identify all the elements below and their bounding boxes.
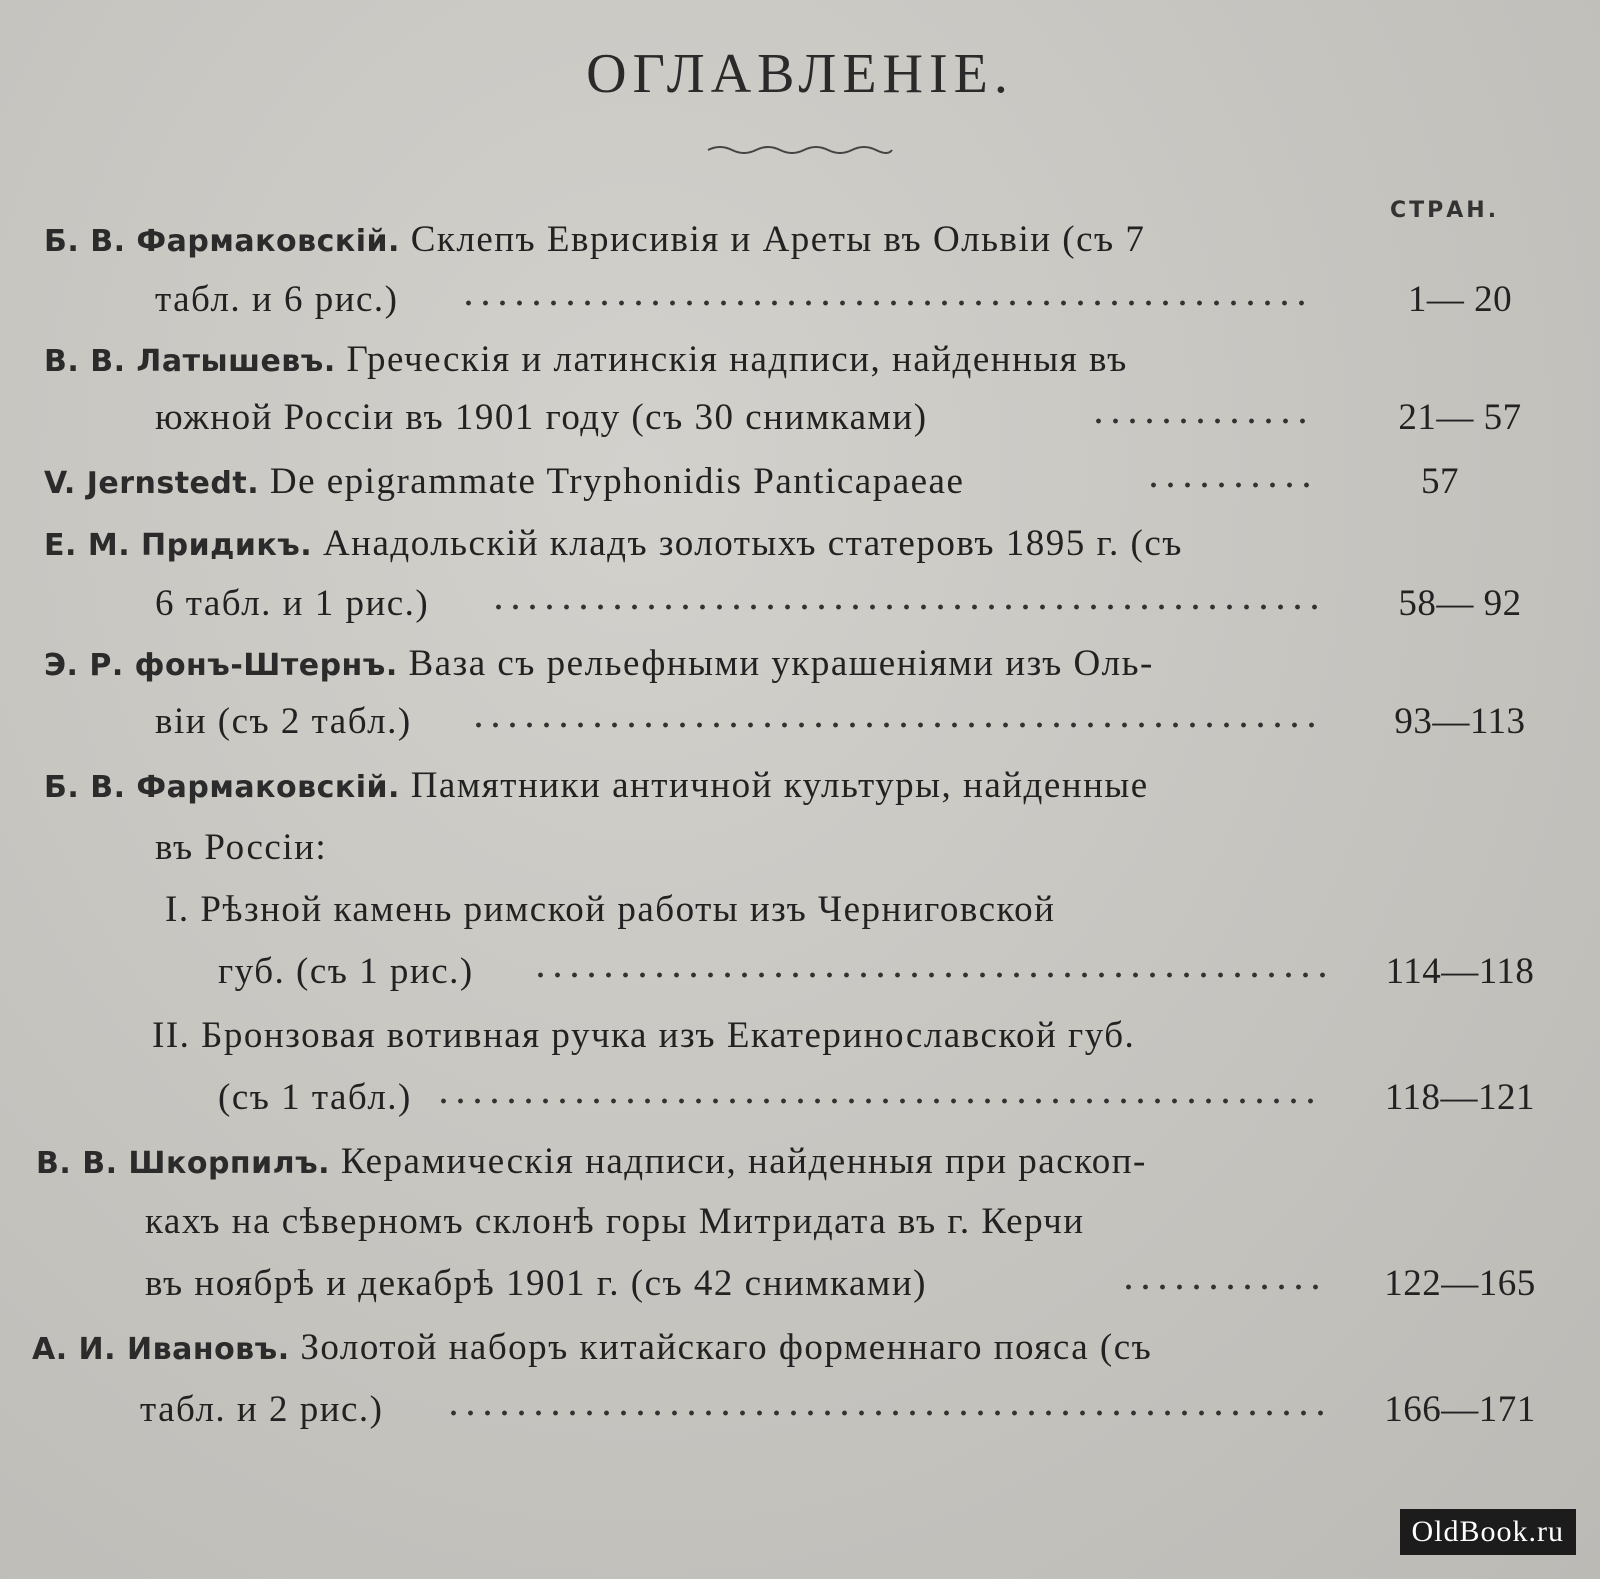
entry-pages: 122—165 xyxy=(1384,1263,1536,1304)
toc-entry-6-line-1 xyxy=(0,760,1600,820)
entry-title-continued: кахъ на сѣверномъ склонѣ горы Митридата въ г. Керчи xyxy=(145,1201,1085,1242)
entry-title: Греческія и латинскія надписи, найденныя въ xyxy=(346,339,1128,380)
entry-pages: 57 xyxy=(1421,461,1459,502)
entry-title-continued: южной Россіи въ 1901 году (съ 30 снимками) xyxy=(155,397,928,438)
toc-entry-7-line-2 xyxy=(0,1196,1600,1256)
entry-pages: 21— 57 xyxy=(1398,397,1522,438)
leader-dots xyxy=(532,972,1332,978)
leader-dots xyxy=(470,722,1320,728)
entry-title: Бронзовая вотивная ручка изъ Екатеринославской губ. xyxy=(201,1015,1136,1056)
leader-dots xyxy=(445,1410,1325,1416)
title-ornament xyxy=(700,140,900,160)
entry-title-continued: въ Россіи: xyxy=(155,827,328,868)
toc-entry-4-line-1 xyxy=(0,518,1600,578)
entry-title-continued: табл. и 6 рис.) xyxy=(155,279,399,320)
toc-subentry-1-line-1 xyxy=(0,884,1600,944)
entry-title-continued: табл. и 2 рис.) xyxy=(140,1389,384,1430)
toc-entry-2-line-2 xyxy=(0,392,1600,452)
entry-pages: 166—171 xyxy=(1384,1389,1536,1430)
toc-entry-4-line-2 xyxy=(0,578,1600,638)
entry-author: В. В. Латышевъ. xyxy=(44,344,336,379)
entry-author: Б. В. Фармаковскій. xyxy=(44,224,400,259)
entry-title-continued: въ ноябрѣ и декабрѣ 1901 г. (съ 42 снимками) xyxy=(145,1263,927,1304)
toc-subentry-2-line-1 xyxy=(0,1010,1600,1070)
toc-entry-3-line-1 xyxy=(0,456,1600,516)
leader-dots xyxy=(1090,418,1310,424)
toc-entry-8-line-1 xyxy=(0,1322,1600,1382)
entry-title-continued: 6 табл. и 1 рис.) xyxy=(155,583,430,624)
leader-dots xyxy=(1145,482,1310,488)
toc-subentry-1-line-2 xyxy=(0,946,1600,1006)
entry-title: De epigrammate Tryphonidis Panticapaeae xyxy=(269,461,965,502)
toc-entry-7-line-3 xyxy=(0,1258,1600,1318)
entry-pages: 114—118 xyxy=(1385,951,1535,992)
entry-author: Е. М. Придикъ. xyxy=(44,528,313,563)
toc-entry-5-line-1 xyxy=(0,638,1600,698)
entry-author: V. Jernstedt. xyxy=(44,466,260,501)
leader-dots xyxy=(435,1098,1325,1104)
entry-title: Памятники античной культуры, найденные xyxy=(410,765,1149,806)
subentry-numeral: I. xyxy=(165,889,190,930)
entry-title: Керамическія надписи, найденныя при раскоп- xyxy=(340,1141,1147,1182)
toc-entry-8-line-2 xyxy=(0,1384,1600,1444)
entry-title-continued: (съ 1 табл.) xyxy=(218,1077,412,1118)
entry-pages: 58— 92 xyxy=(1398,583,1522,624)
leader-dots xyxy=(1120,1284,1320,1290)
entry-author: Э. Р. фонъ-Штернъ. xyxy=(44,648,398,683)
entry-title: Золотой наборъ китайскаго форменнаго пояса (съ xyxy=(300,1327,1153,1368)
toc-subentry-2-line-2 xyxy=(0,1072,1600,1132)
toc-entry-1-line-1 xyxy=(0,214,1600,274)
entry-title: Ваза съ рельефными украшеніями изъ Оль- xyxy=(408,643,1154,684)
toc-entry-1-line-2 xyxy=(0,274,1600,334)
toc-entry-2-line-1 xyxy=(0,334,1600,394)
pages-column-header: СТРАН. xyxy=(1390,198,1500,223)
toc-entry-7-line-1 xyxy=(0,1136,1600,1196)
entry-pages: 118—121 xyxy=(1384,1077,1536,1118)
page-title: ОГЛАВЛЕНІЕ. xyxy=(586,43,1014,105)
entry-title-continued: віи (съ 2 табл.) xyxy=(155,701,412,742)
entry-title: Рѣзной камень римской работы изъ Черниговской xyxy=(200,889,1056,930)
entry-pages: 93—113 xyxy=(1394,701,1526,742)
entry-title: Склепъ Еврисивія и Ареты въ Ольвіи (съ 7 xyxy=(410,219,1146,260)
leader-dots xyxy=(460,300,1310,306)
entry-title-continued: губ. (съ 1 рис.) xyxy=(218,951,474,992)
toc-entry-5-line-2 xyxy=(0,696,1600,756)
leader-dots xyxy=(490,604,1320,610)
site-watermark: OldBook.ru xyxy=(1400,1509,1577,1555)
subentry-numeral: II. xyxy=(152,1015,191,1056)
entry-author: В. В. Шкорпилъ. xyxy=(36,1146,331,1181)
entry-pages: 1— 20 xyxy=(1407,279,1513,320)
entry-author: Б. В. Фармаковскій. xyxy=(44,770,400,805)
entry-title: Анадольскій кладъ золотыхъ статеровъ 1895 г. (съ xyxy=(322,523,1183,564)
entry-author: А. И. Ивановъ. xyxy=(32,1332,290,1367)
toc-entry-6-line-2 xyxy=(0,822,1600,882)
